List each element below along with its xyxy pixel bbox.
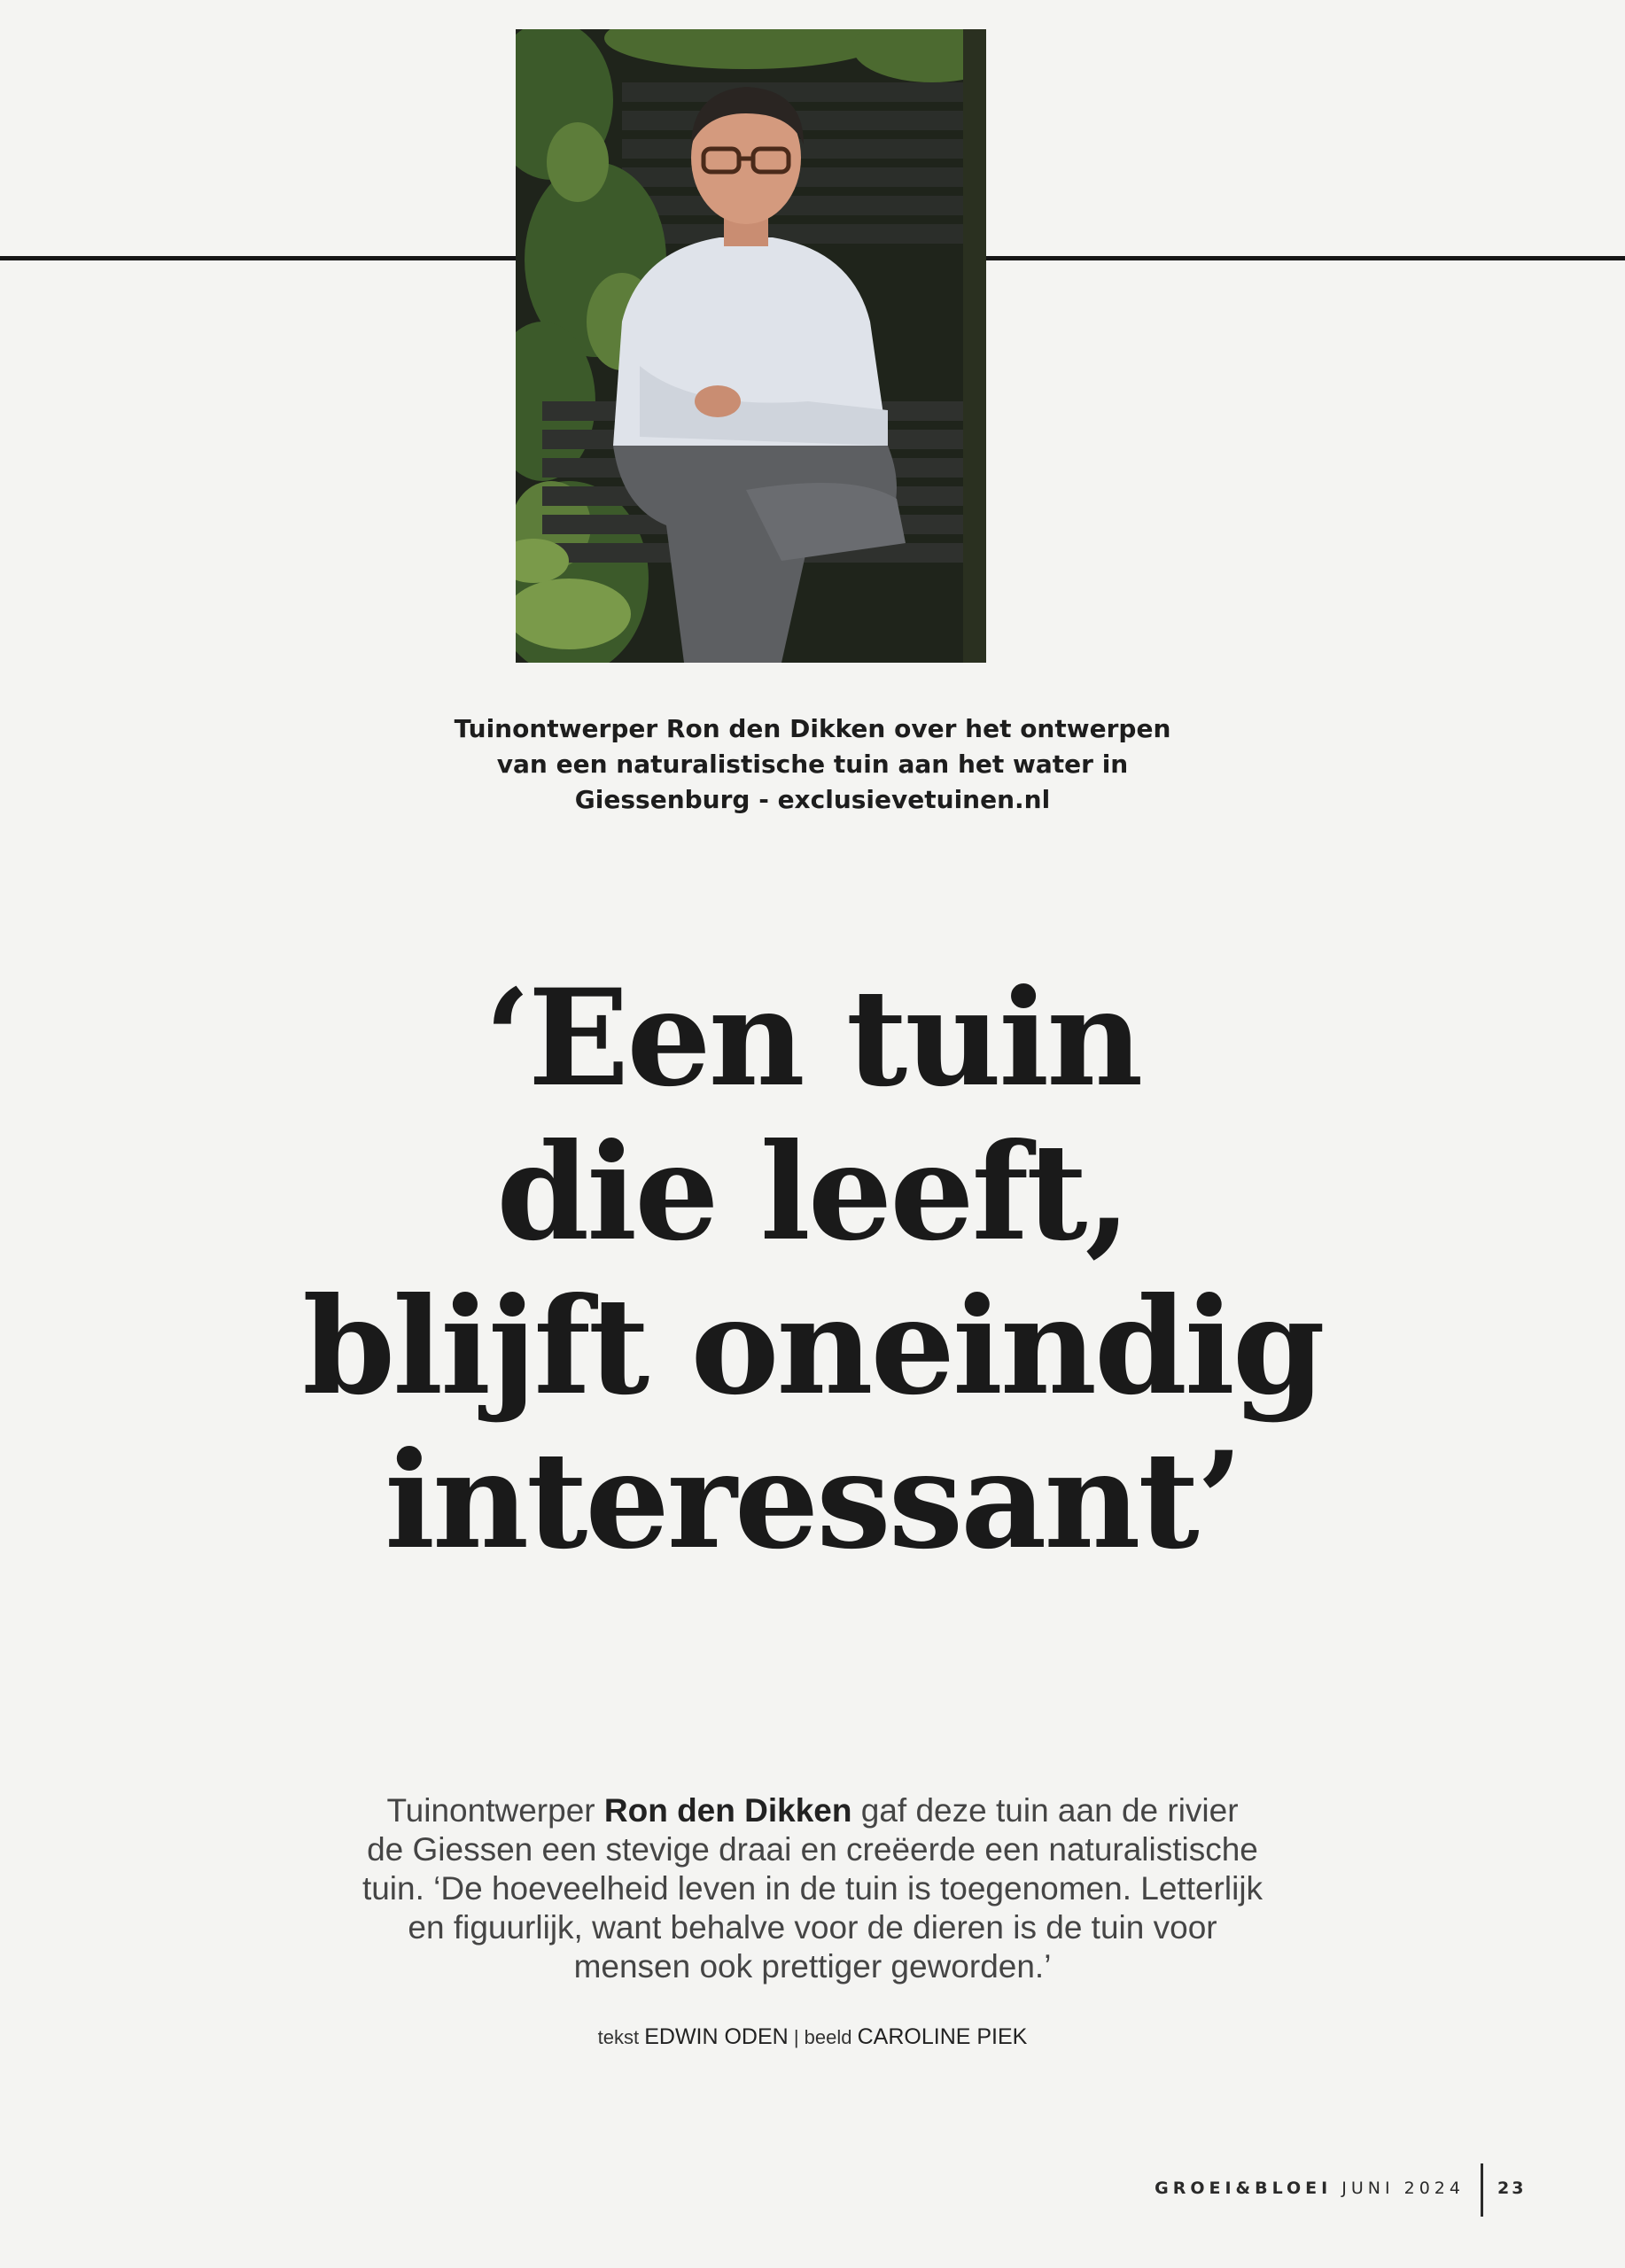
portrait-photo [516, 29, 986, 663]
headline-line: die leeft, [496, 1115, 1129, 1270]
footer-divider [1481, 2163, 1483, 2217]
credit-label: tekst [597, 2026, 645, 2048]
issue-date: JUNI 2024 [1341, 2179, 1465, 2198]
intro-line: mensen ook prettiger geworden.’ [573, 1948, 1052, 1984]
page-footer [1019, 2163, 1621, 2217]
headline-line: ‘Een tuin [484, 960, 1141, 1116]
intro-text: Tuinontwerper [386, 1792, 604, 1829]
designer-name: Ron den Dikken [603, 1792, 852, 1829]
caption-line: Tuinontwerper Ron den Dikken over het ontwerpen [454, 714, 1171, 743]
top-rule-right [985, 256, 1625, 260]
intro-line [241, 1791, 1384, 1830]
magazine-issue [1155, 2179, 1465, 2198]
photo-caption [330, 711, 1295, 818]
photographer-name: CAROLINE PIEK [857, 2024, 1028, 2049]
page-number: 23 [1497, 2179, 1527, 2198]
caption-line: Giessenburg - exclusievetuinen.nl [574, 785, 1051, 814]
caption-line: van een naturalistische tuin aan het water in [496, 750, 1129, 779]
top-rule-left [0, 256, 516, 260]
credit-label: beeld [804, 2026, 858, 2048]
headline-line: interessant’ [385, 1423, 1240, 1579]
intro-line: tuin. ‘De hoeveelheid leven in de tuin is toegenomen. Letterlijk [362, 1870, 1263, 1907]
credit-separator: | [788, 2026, 805, 2048]
writer-name: EDWIN ODEN [644, 2024, 789, 2049]
intro-text: gaf deze tuin aan de rivier [851, 1792, 1239, 1829]
article-intro [241, 1791, 1384, 1986]
article-headline [97, 961, 1528, 1578]
intro-line: de Giessen een stevige draai en creëerde een naturalistische [367, 1831, 1258, 1868]
headline-line: blijft oneindig [302, 1269, 1323, 1425]
intro-line: en figuurlijk, want behalve voor de dieren is de tuin voor [408, 1909, 1217, 1946]
magazine-name: GROEI&BLOEI [1155, 2179, 1333, 2198]
article-credits [330, 2023, 1295, 2051]
